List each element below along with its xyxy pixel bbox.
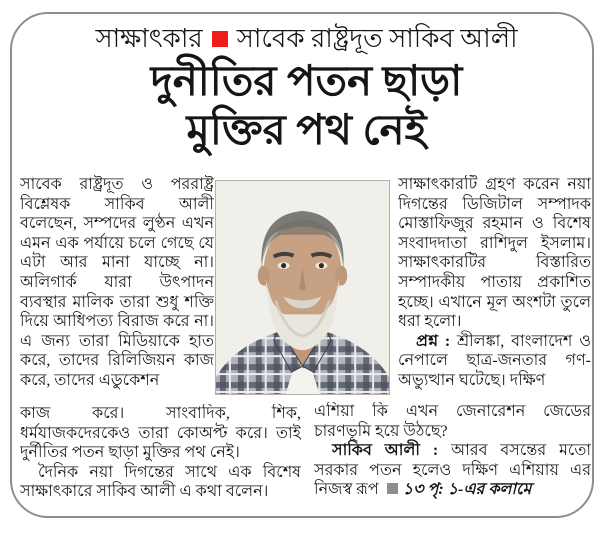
headline-line-2: মুক্তির পথ নেই xyxy=(186,108,427,154)
portrait-photo-graphic xyxy=(216,181,389,394)
portrait-photo xyxy=(215,180,390,395)
answer-text: আরব বসন্তের মতো সরকার পতন হলেও দক্ষিণ এশিয়ায় এর নিজস্ব রূপ xyxy=(314,442,591,499)
left-column xyxy=(20,175,214,397)
ear-left xyxy=(258,266,270,286)
question-text: শ্রীলঙ্কা, বাংলাদেশ ও নেপালে ছাত্র-জনতার গণ-অভ্যুত্থান ঘটেছে। দক্ষিণ xyxy=(398,332,591,389)
bottom-right-column xyxy=(314,402,591,508)
question-paragraph xyxy=(398,332,591,391)
kicker-section-label: সাক্ষাৎকার xyxy=(95,24,203,53)
page-ref-square-icon xyxy=(387,483,398,494)
headline-line-1: দুনীতির পতন ছাড়া xyxy=(150,59,463,105)
answer-paragraph xyxy=(314,441,591,500)
kicker-line xyxy=(0,24,613,54)
answer-label: সাকিব আলী : xyxy=(332,442,439,460)
right-column-paragraph: সাক্ষাৎকারটি গ্রহণ করেন নয়া দিগন্তের ডিজিটাল সম্পাদক মোস্তাফিজুর রহমান ও বিশেষ সংবাদদাতা রাশিদুল ইসলাম। সাক্ষাৎকারটির বিস্তারিত সম্পাদকীয় পাতায় প্রকাশিত হচ্ছে। এখানে মূল অংশটা তুলে ধরা হলো। xyxy=(398,176,591,331)
page-ref: ১৩ পৃ: ১-এর কলামে xyxy=(402,481,532,499)
bottom-right-paragraph-1: এশিয়া কি এখন জেনারেশন জেডের চারণভূমি হয়ে উঠছে? xyxy=(314,403,591,440)
left-column-paragraph: সাবেক রাষ্ট্রদূত ও পররাষ্ট্র বিশ্লেষক সাকিব আলী বলেছেন, সম্পদের লুণ্ঠন এখন এমন এক পর্যায়ে চলে গেছে যে এটা আর মানা যাচ্ছে না। অলিগার্ক যারা উৎপাদন ব্যবস্থার মালিক তারা শুধু শক্তি দিয়ে আধিপত্য বিরাজ করে না। এ জন্য তারা মিডিয়াকে হাত করে, তাদের রিলিজিয়ন কাজ করে, তাদের এডুকেশন xyxy=(20,176,214,389)
red-square-icon xyxy=(212,31,228,47)
ear-right xyxy=(335,266,347,286)
bottom-left-column xyxy=(20,404,301,505)
eye-right xyxy=(319,263,324,268)
kicker-subject-label: সাবেক রাষ্ট্রদূত সাকিব আলী xyxy=(236,24,518,53)
bottom-left-paragraph-2: দৈনিক নয়া দিগন্তের সাথে এক বিশেষ সাক্ষাৎকারে সাকিব আলী এ কথা বলেন। xyxy=(20,463,301,501)
headline xyxy=(0,58,613,156)
question-label: প্রশ্ন : xyxy=(416,332,451,350)
bottom-left-paragraph-1: কাজ করে। সাংবাদিক, শিক, ধর্মযাজকদেরকেও তারা কোঅপ্ট করে। তাই দুর্নীতির পতন ছাড়া মুক্তির পথ নেই। xyxy=(20,405,301,462)
right-column xyxy=(398,175,591,397)
eye-left xyxy=(281,263,286,268)
